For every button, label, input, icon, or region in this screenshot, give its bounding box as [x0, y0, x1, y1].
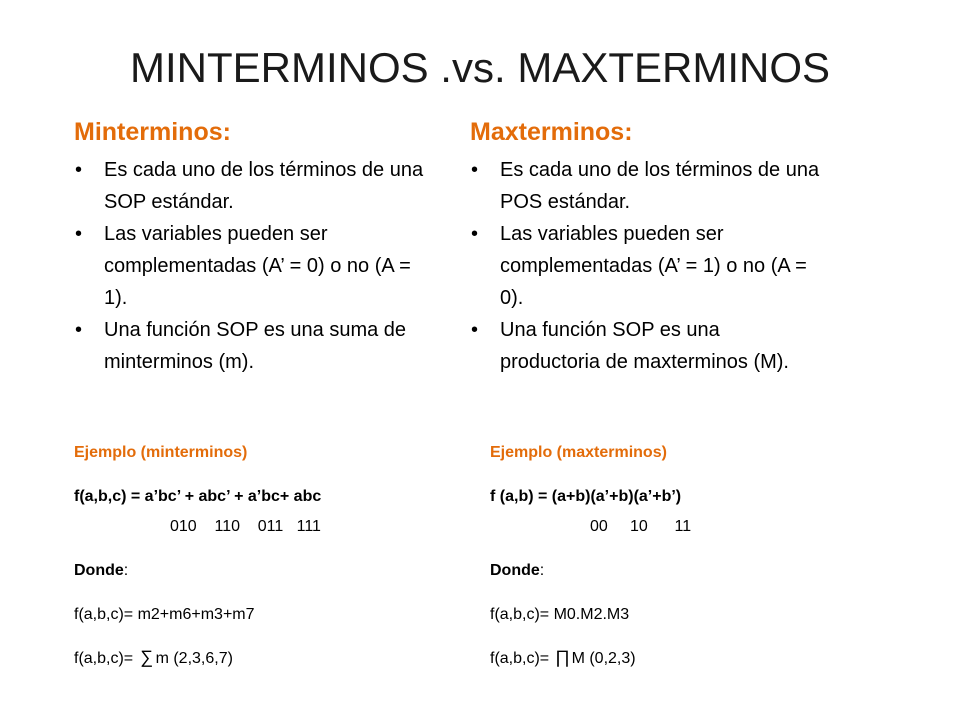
bullet-text: Una función SOP es una productoria de maxterminos (M). — [500, 319, 789, 373]
maxterminos-column — [470, 112, 820, 378]
minterminos-example-function: f(a,b,c) = a’bc’ + abc’ + a’bc+ abc — [74, 488, 322, 505]
minterminos-donde — [74, 560, 128, 582]
product-notation-suffix: M (0,2,3) — [571, 650, 636, 667]
sum-notation-prefix: f(a,b,c)= — [74, 650, 138, 667]
maxterminos-example-function: f (a,b) = (a+b)(a’+b)(a’+b’) — [490, 488, 682, 505]
minterminos-sum-notation — [74, 646, 233, 670]
maxterminos-expansion: f(a,b,c)= M0.M2.M3 — [490, 606, 630, 623]
list-item — [74, 154, 424, 218]
sigma-icon: ∑ — [140, 647, 153, 667]
list-item — [470, 218, 820, 314]
bullet-icon: • — [75, 319, 83, 341]
list-item — [470, 314, 820, 378]
minterminos-column — [74, 112, 424, 378]
maxterminos-heading: Maxterminos: — [470, 118, 633, 146]
pi-product-icon: ∏ — [555, 647, 570, 667]
maxterminos-product-notation — [490, 646, 636, 670]
bullet-icon: • — [75, 223, 83, 245]
minterminos-bullet-list — [74, 154, 424, 378]
list-item — [74, 218, 424, 314]
maxterminos-example-heading: Ejemplo (maxterminos) — [490, 444, 667, 461]
bullet-text: Las variables pueden ser complementadas (A’ = 0) o no (A = 1). — [104, 223, 411, 309]
bullet-icon: • — [471, 319, 479, 341]
bullet-icon: • — [75, 159, 83, 181]
minterminos-example-heading: Ejemplo (minterminos) — [74, 444, 248, 461]
minterminos-heading: Minterminos: — [74, 118, 231, 146]
minterminos-expansion: f(a,b,c)= m2+m6+m3+m7 — [74, 606, 255, 623]
slide-title: MINTERMINOS .vs. MAXTERMINOS — [129, 44, 830, 91]
bullet-text: Las variables pueden ser complementadas (A’ = 1) o no (A = 0). — [500, 223, 807, 309]
bullet-text: Es cada uno de los términos de una SOP estándar. — [104, 159, 424, 213]
maxterminos-donde — [490, 560, 544, 582]
donde-colon: : — [123, 562, 129, 579]
maxterminos-bullet-list — [470, 154, 820, 378]
product-notation-prefix: f(a,b,c)= — [490, 650, 554, 667]
list-item — [74, 314, 424, 378]
bullet-icon: • — [471, 223, 479, 245]
sum-notation-suffix: m (2,3,6,7) — [155, 650, 233, 667]
list-item — [470, 154, 820, 218]
minterminos-example-codes: 010 110 011 111 — [170, 518, 321, 535]
bullet-text: Es cada uno de los términos de una POS estándar. — [500, 159, 820, 213]
bullet-icon: • — [471, 159, 479, 181]
donde-colon: : — [539, 562, 545, 579]
donde-label: Donde — [490, 562, 540, 579]
maxterminos-example-codes: 00 10 11 — [590, 518, 692, 535]
donde-label: Donde — [74, 562, 124, 579]
bullet-text: Una función SOP es una suma de minterminos (m). — [104, 319, 407, 373]
